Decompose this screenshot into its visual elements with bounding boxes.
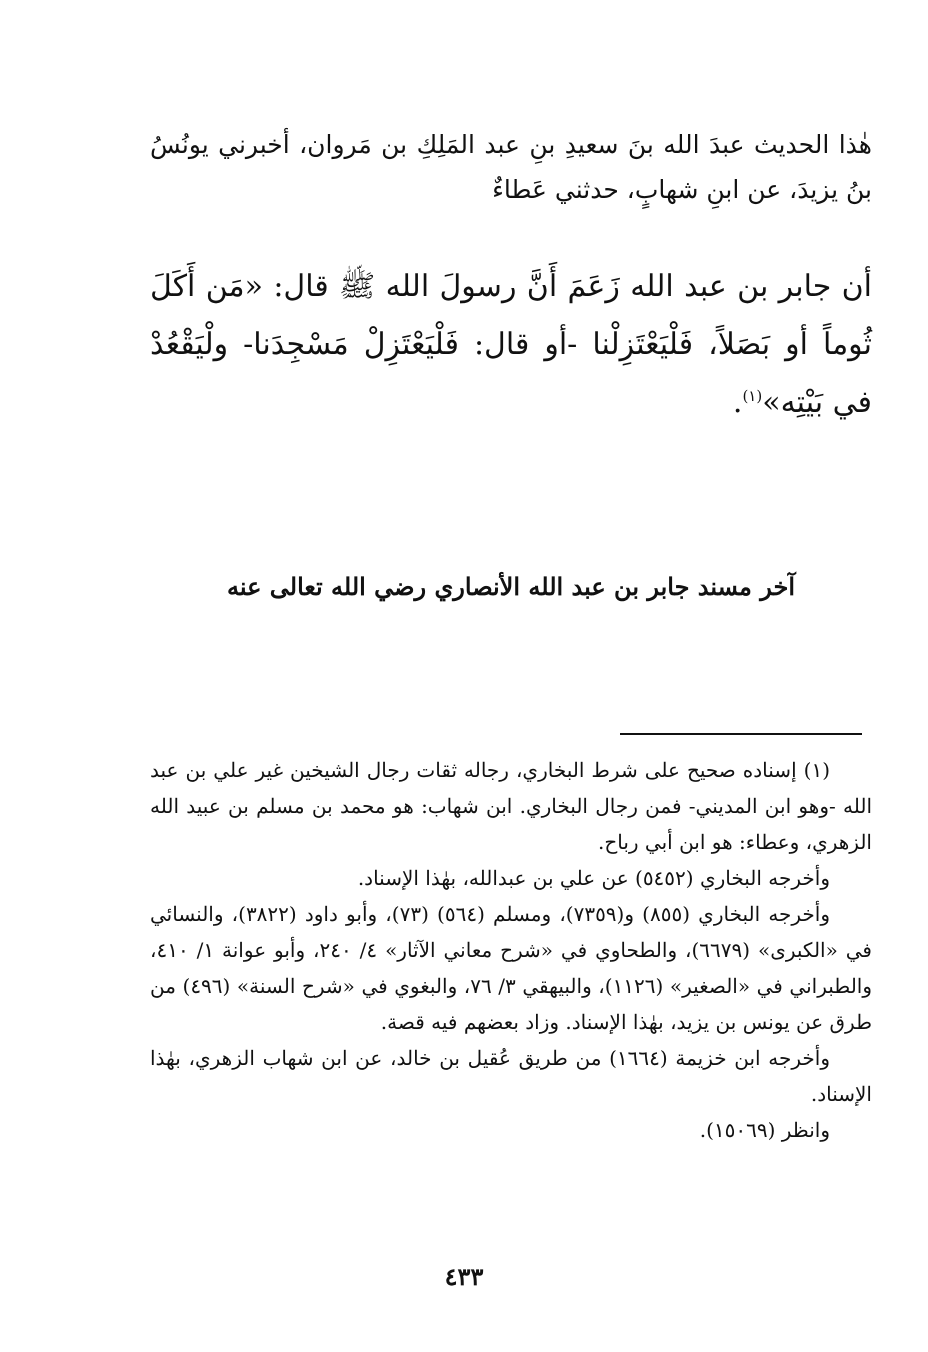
hadith-matn-text: أن جابر بن عبد الله زَعَمَ أَنَّ رسولَ الله ﷺ قال: «مَن أَكَلَ ثُوماً أو بَصَلاً، فَلْيَعْتَزِلْنا -أو قال: فَلْيَعْتَزِلْ مَسْجِدَنا- ولْيَقْعُدْ في بَيْتِه»: [150, 269, 872, 420]
section-end-heading: آخر مسند جابر بن عبد الله الأنصاري رضي الله تعالى عنه: [227, 572, 795, 601]
hadith-matn-end: .: [732, 385, 743, 420]
page-number: ٤٣٣: [444, 1262, 484, 1291]
footnote-marker: (١): [742, 387, 763, 405]
footnote-paragraph: وأخرجه ابن خزيمة (١٦٦٤) من طريق عُقيل بن خالد، عن ابن شهاب الزهري، بهٰذا الإسناد.: [150, 1046, 872, 1106]
footnote-paragraph: وانظر (١٥٠٦٩).: [699, 1118, 830, 1142]
hadith-matn: [150, 258, 872, 432]
footnote-separator: [620, 733, 862, 735]
hadith-isnad: هٰذا الحديث عبدَ الله بنَ سعيدِ بنِ عبد المَلِكِ بن مَروان، أخبرني يونُسُ بنُ يزيدَ، عن ابنِ شهابٍ، حدثني عَطاءٌ: [150, 130, 872, 204]
footnotes: [150, 752, 872, 1148]
footnote-1: (١) إسناده صحيح على شرط البخاري، رجاله ثقات رجال الشيخين غير علي بن عبد الله -وهو ابن المديني- فمن رجال البخاري. ابن شهاب: هو محمد بن مسلم بن عبيد الله الزهري، وعطاء: هو ابن أبي رباح.: [150, 758, 873, 854]
footnote-paragraph: وأخرجه البخاري (٨٥٥) و(٧٣٥٩)، ومسلم (٥٦٤) (٧٣)، وأبو داود (٣٨٢٢)، والنسائي في «الكبرى» (٦٦٧٩)، والطحاوي في «شرح معاني الآثار» ٤/ ٢٤٠، وأبو عوانة ١/ ٤١٠، والطبراني في «الصغير» (١١٢٦)، والبيهقي ٣/ ٧٦، والبغوي في «شرح السنة» (٤٩٦) من طرق عن يونس بن يزيد، بهٰذا الإسناد. وزاد بعضهم فيه قصة.: [150, 902, 873, 1034]
footnote-paragraph: وأخرجه البخاري (٥٤٥٢) عن علي بن عبدالله، بهٰذا الإسناد.: [357, 866, 830, 890]
